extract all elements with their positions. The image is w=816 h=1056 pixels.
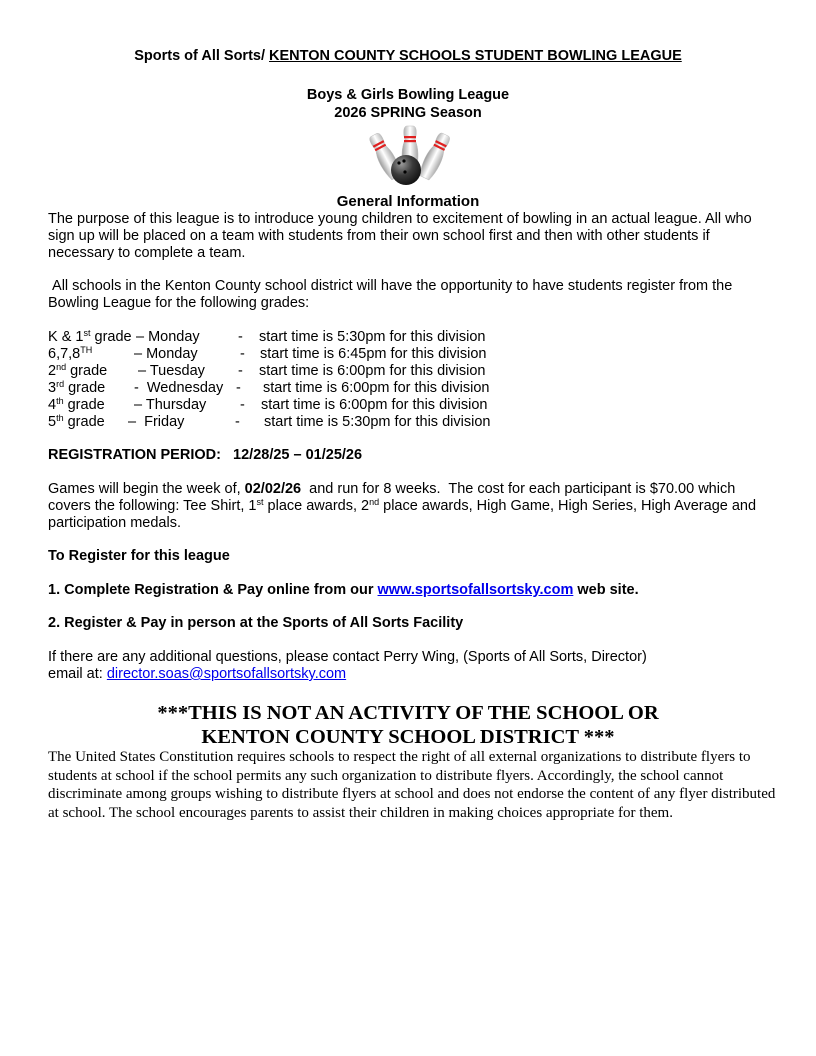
day-label: – Monday — [134, 346, 198, 362]
day-label: – Monday — [136, 329, 200, 345]
start-time: start time is 6:00pm for this division — [263, 380, 490, 396]
disclaimer-title — [0, 701, 816, 749]
league-title: KENTON COUNTY SCHOOLS STUDENT BOWLING LEAGUE — [269, 48, 682, 64]
grade-label: 5th grade — [48, 413, 105, 430]
grade-label: 2nd grade — [48, 362, 108, 379]
contact-line: If there are any additional questions, please contact Perry Wing, (Sports of All Sorts, Director) — [48, 649, 647, 665]
grade-label: 3rd grade — [48, 379, 106, 396]
subtitle-line-1: Boys & Girls Bowling League — [306, 87, 510, 103]
subtitle-line-2: 2026 SPRING Season — [334, 105, 482, 121]
grade-main: 6,7,8 — [48, 346, 81, 362]
start-time: start time is 6:00pm for this division — [261, 397, 488, 413]
registration-period — [48, 447, 778, 464]
disclaimer-body: The United States Constitution requires schools to respect the right of all external organizations to distribute flyers to students at school if the school permits any such organization to distribute flyers. Accordingly, the school cannot discriminate among groups wishing to distribute flyers at school and does not endorse the content of any flyer distributed at school. The school encourages parents to assist their children in making choices appropriate for them. — [48, 749, 776, 821]
start-time: start time is 5:30pm for this division — [264, 414, 491, 430]
org-prefix: Sports of All Sorts/ — [134, 48, 270, 64]
start-date: 02/02/26 — [244, 481, 302, 497]
register-heading: To Register for this league — [48, 548, 230, 564]
contact-email-line: email at: director.soas@sportsofallsortsky.com — [48, 666, 347, 682]
day-label: – Thursday — [134, 397, 207, 413]
start-time: start time is 6:45pm for this division — [260, 346, 487, 362]
general-paragraph-2: All schools in the Kenton County school district will have the opportunity to have students register from the Bowling League for the following grades: — [48, 278, 737, 311]
disclaimer-title-line-2: KENTON COUNTY SCHOOL DISTRICT *** — [201, 726, 615, 748]
general-info-heading: General Information — [336, 193, 480, 210]
day-label: – Friday — [128, 414, 185, 430]
separator-dash: - — [238, 329, 243, 345]
day-label: – Tuesday — [138, 363, 205, 379]
day-label: - Wednesday — [134, 380, 224, 396]
start-time: start time is 5:30pm for this division — [259, 329, 486, 345]
disclaimer-title-line-1: ***THIS IS NOT AN ACTIVITY OF THE SCHOOL OR — [157, 702, 659, 724]
games-paragraph: Games will begin the week of, 02/02/26 and run for 8 weeks. The cost for each participant is $70.00 which covers the following: Tee Shirt, 1st place awards, 2nd place awards, High Game, High Series, High Average and participation medals. — [48, 481, 761, 531]
subtitle-block — [0, 86, 816, 122]
registration-label: REGISTRATION PERIOD: — [48, 447, 221, 463]
separator-dash: - — [240, 397, 245, 413]
start-time: start time is 6:00pm for this division — [259, 363, 486, 379]
grade-label: 6,7,8TH — [48, 345, 93, 362]
register-step-1: 1. Complete Registration & Pay online from our www.sportsofallsortsky.com web site. — [48, 582, 639, 598]
separator-dash: - — [235, 414, 240, 430]
separator-dash: - — [236, 380, 241, 396]
general-paragraph-1: The purpose of this league is to introduce young children to excitement of bowling in an actual league. All who sign up will be placed on a team with students from their own school first and then with other students if necessary to complete a team. — [48, 211, 752, 261]
document-header — [0, 48, 816, 64]
registration-dates: 12/28/25 – 01/25/26 — [233, 447, 363, 463]
separator-dash: - — [240, 346, 245, 362]
grade-label: K & 1st grade — [48, 328, 132, 345]
grade-label: 4th grade — [48, 396, 105, 413]
email-link[interactable]: director.soas@sportsofallsortsky.com — [106, 666, 347, 682]
separator-dash: - — [238, 363, 243, 379]
register-step-2: 2. Register & Pay in person at the Sports of All Sorts Facility — [48, 615, 464, 631]
website-link[interactable]: www.sportsofallsortsky.com — [377, 582, 574, 598]
bowling-logo-icon — [368, 124, 452, 186]
